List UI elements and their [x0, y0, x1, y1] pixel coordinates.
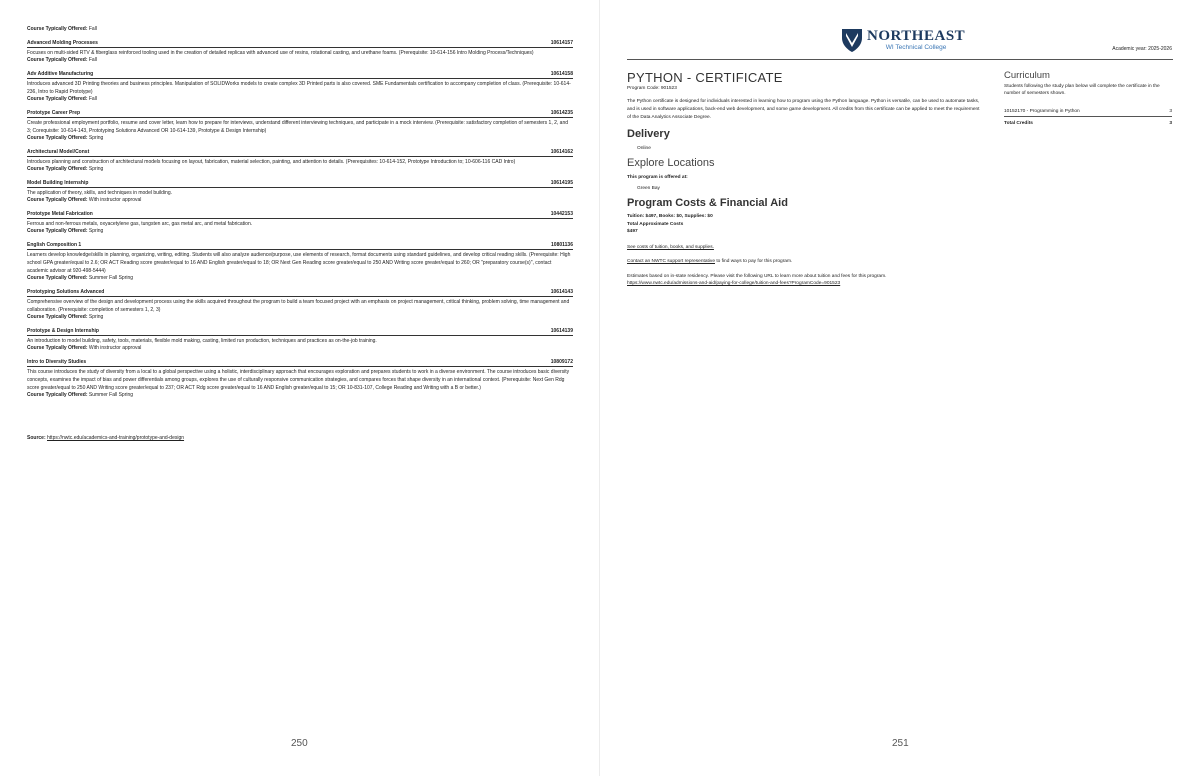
program-code: Program Code: 901523 [627, 86, 677, 91]
program-intro: The Python certificate is designed for individuals interested in learning how to program using the Python language. Python is versatile, can be used to automate tasks, and is used in software applications, back-end web development, and some game development. All credits from this certificate can be applied to meet the requirement of the Data Analytics Associate Degree. [627, 99, 980, 120]
course-offered: Course Typically Offered: With instructor approval [27, 197, 142, 203]
total-credits-value: 3 [1169, 121, 1172, 126]
course-offered: Course Typically Offered: Spring [27, 166, 104, 172]
course-offered: Course Typically Offered: Fall [27, 26, 97, 32]
course-header [27, 149, 573, 157]
curriculum-intro: Students following the study plan below will complete the certificate in the number of semesters shown. [1004, 84, 1160, 96]
course-code: 10614143 [550, 289, 573, 295]
course-description: This course introduces the study of diversity from a local to a global perspective using a holistic, interdisciplinary approach that encourages exploration and prepares students to work in a diverse environment. The course introduces basic diversity concepts, examines the impact of bias and power differentials among groups, explores the use of culturally responsive communication strategies, and compares forces that shape diversity in an international context. (Prerequisite: Next Gen Rdg score greater/equal to 250 AND Writing score greater/equal to 237; OR ACT Rdg score greater/equal to 16 AND English greater/equal to 15; OR 10-831-107, College Reading and Writing with a B or better.) [27, 369, 570, 391]
course-entry [27, 110, 573, 142]
course-title: Prototype & Design Internship [27, 328, 99, 334]
page-number: 251 [892, 738, 909, 749]
course-header [27, 359, 573, 367]
delivery-heading: Delivery [627, 128, 670, 140]
course-list [27, 26, 573, 406]
course-code: 10614157 [550, 40, 573, 46]
estimates-block [627, 273, 983, 287]
contact-line: Contact an NWTC support representative to find ways to pay for this program. [627, 258, 793, 264]
course-title: Intro to Diversity Studies [27, 359, 87, 365]
course-header [27, 242, 573, 250]
course-header [27, 328, 573, 336]
source-link[interactable]: https://nwtc.edu/academics-and-training/prototype-and-design [47, 435, 185, 441]
course-offered: Course Typically Offered: With instructor approval [27, 345, 142, 351]
see-costs-link[interactable]: See costs of tuition, books, and supplies. [627, 244, 714, 250]
total-costs-value: $497 [627, 229, 638, 234]
course-entry [27, 242, 573, 282]
logo-subtitle: WI Technical College [885, 43, 947, 51]
academic-year: Academic year: 2025-2026 [1112, 46, 1172, 52]
shield-logo-icon [841, 27, 863, 53]
course-offered: Course Typically Offered: Spring [27, 135, 104, 141]
course-description: Focuses on multi-sided RTV & fiberglass reinforced tooling used in the creation of detailed replicas with advanced use of resins, rotational casting, and urethane foams. (Prerequisite: 10-614-156 Intro Molding Process/Techniques) [27, 50, 534, 56]
tuition-url-link[interactable]: https://www.nwtc.edu/admissions-and-aid/paying-for-college/tuition-and-fees?ProgramCode=901523 [627, 280, 841, 286]
course-code: 10614235 [550, 110, 573, 116]
course-code: 10442153 [550, 211, 573, 217]
course-title: Model Building Internship [27, 180, 89, 186]
curriculum-course-credits: 3 [1169, 109, 1172, 114]
total-costs-label: Total Approximate Costs [627, 221, 684, 227]
course-code: 10614162 [550, 149, 573, 155]
course-entry [27, 40, 573, 64]
college-logo [841, 27, 965, 53]
curriculum-sidebar [1004, 70, 1172, 126]
delivery-value: Online [637, 146, 651, 151]
course-entry [27, 180, 573, 204]
course-entry [27, 149, 573, 173]
course-title: Prototype Metal Fabrication [27, 211, 93, 217]
course-description: The application of theory, skills, and techniques in model building. [27, 190, 172, 196]
curriculum-course-name: 10152170 - Programming in Python [1004, 109, 1080, 114]
course-offered: Course Typically Offered: Summer Fall Spring [27, 275, 134, 281]
location-value: Green Bay [637, 186, 660, 191]
course-entry [27, 289, 573, 321]
course-title: English Composition 1 [27, 242, 82, 248]
estimates-text: Estimates based on in-state residency. Please visit the following URL to learn more about tuition and fees for this program. [627, 273, 887, 279]
source-line: Source: https://nwtc.edu/academics-and-training/prototype-and-design [27, 435, 185, 441]
course-code: 10614139 [550, 328, 573, 334]
program-title: PYTHON - CERTIFICATE [627, 70, 783, 85]
course-entry [27, 359, 573, 399]
course-title: Adv Additive Manufacturing [27, 71, 94, 77]
course-header [27, 211, 573, 219]
course-title: Advanced Molding Processes [27, 40, 98, 46]
course-header [27, 71, 573, 79]
course-title: Architectural Model/Const [27, 149, 90, 155]
course-title: Prototyping Solutions Advanced [27, 289, 105, 295]
course-header [27, 110, 573, 118]
offered-at-label: This program is offered at: [627, 175, 688, 180]
course-code: 10801136 [551, 242, 573, 248]
logo-name: NORTHEAST [867, 27, 966, 44]
course-code: 10614195 [550, 180, 573, 186]
course-offered: Course Typically Offered: Summer Fall Spring [27, 392, 134, 398]
course-description: Introduces advanced 3D Printing theories and business principles. Manipulation of SOLIDWorks models to create complex 3D Printed parts is also covered. SME Fundamentals certification to accompany completion of class. (Prerequisite: 10-614-236, Intro to Rapid Prototype) [27, 81, 571, 95]
costs-block [627, 213, 983, 236]
course-offered: Course Typically Offered: Fall [27, 96, 97, 102]
course-description: Learners develop knowledge/skills in planning, organizing, writing, editing. Students will also analyze audience/purpose, use elements of research, format documents using standard guidelines, and develop critical reading skills. (Prerequisite: High school GPA greater/equal to 2.6; OR ACT Reading score greater/equal to 16 AND English greater/equal to 18; OR Next Gen Reading score greater/equal to 250 AND Writing score greater/equal to 260; OR "preparatory course(s)", contact academic advisor at 920-498-5444) [27, 252, 571, 274]
course-description: Create professional employment portfolio, resume and cover letter, learn how to prepare for interviews, understand different interviewing techniques, and participate in a mock interview. (Prerequisite: satisfactory completion of semesters 1, 2, and 3; Corequisite: 10-614-143, Prototyping Solutions Advanced OR 10-614-139, Prototype & Design Internship) [27, 120, 569, 134]
locations-heading: Explore Locations [627, 157, 715, 169]
header-divider [627, 59, 1173, 60]
course-code: 10809172 [550, 359, 573, 365]
right-page [600, 0, 1200, 776]
course-description: Introduces planning and construction of architectural models focusing on layout, fabrication, material selection, painting, and attention to details. (Prerequisites: 10-614-152, Prototype Introduction to; 10-606-116 CAD Intro) [27, 159, 516, 165]
course-entry [27, 328, 573, 352]
course-description: Ferrous and non-ferrous metals, oxyacetylene gas, tungsten arc, gas metal arc, and metal fabrication. [27, 221, 253, 227]
course-description: An introduction to model building, safety, tools, materials, flexible mold making, casting, limited run production, techniques and practices as on-the-job training. [27, 338, 377, 344]
course-description: Comprehensive overview of the design and development process using the skills acquired throughout the program to build a team focused project with an emphasis on project management, critical thinking, problem solving, time management and collaboration. (Prerequisite: completion of semesters 1, 2, 3) [27, 299, 570, 313]
costs-heading: Program Costs & Financial Aid [627, 197, 788, 209]
see-costs-line [627, 245, 983, 250]
page-number: 250 [291, 738, 308, 749]
course-offered: Course Typically Offered: Fall [27, 57, 97, 63]
course-title: Prototype Career Prep [27, 110, 81, 116]
curriculum-total-row [1004, 121, 1172, 126]
curriculum-title: Curriculum [1004, 70, 1050, 81]
contact-link[interactable]: Contact an NWTC support representative [627, 258, 715, 264]
course-code: 10614158 [550, 71, 573, 77]
course-header [27, 40, 573, 48]
course-offered: Course Typically Offered: Spring [27, 228, 104, 234]
course-entry [27, 71, 573, 103]
course-header [27, 180, 573, 188]
course-offered: Course Typically Offered: Spring [27, 314, 104, 320]
course-header [27, 289, 573, 297]
curriculum-course-row [1004, 107, 1172, 117]
courses [27, 40, 573, 399]
total-credits-label: Total Credits [1004, 121, 1033, 126]
course-entry [27, 211, 573, 235]
program-details [627, 70, 983, 287]
tuition-line: Tuition: $497, Books: $0, Supplies: $0 [627, 214, 713, 219]
